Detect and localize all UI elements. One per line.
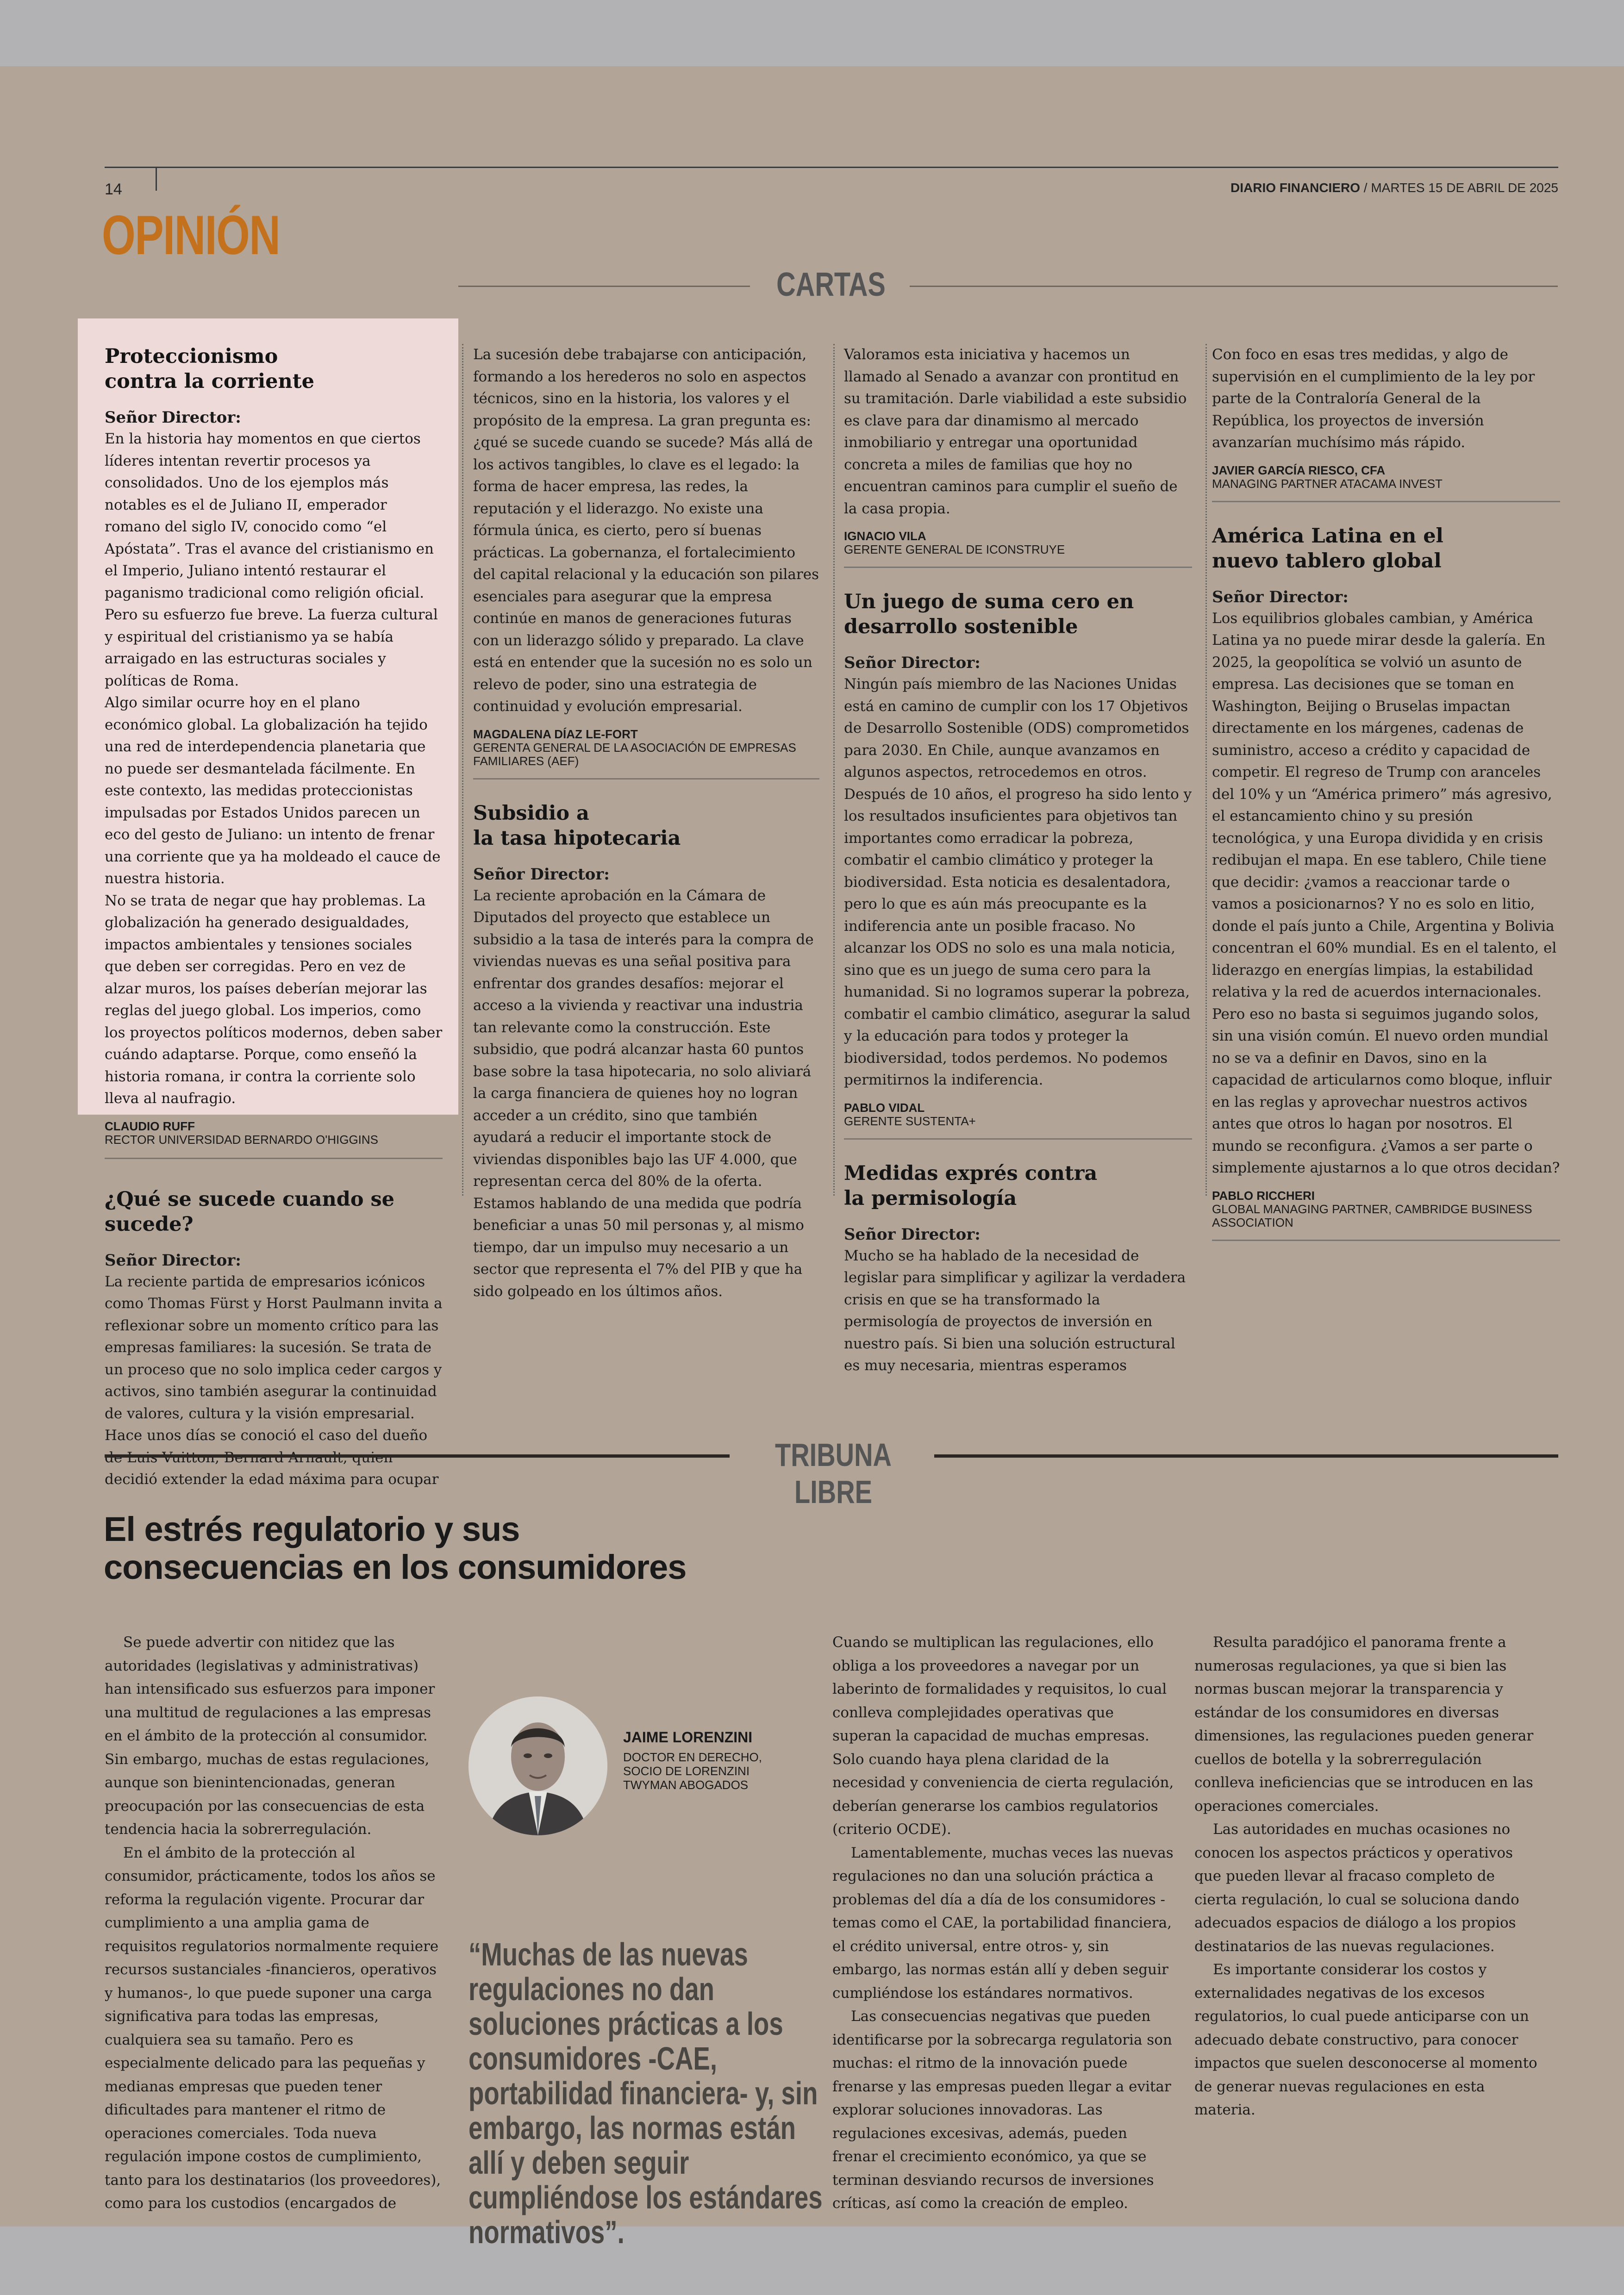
letter-salutation: Señor Director: [844,1225,981,1244]
letter-author-role: MANAGING PARTNER ATACAMA INVEST [1212,476,1443,491]
tribuna-column-4: Resulta paradójico el panorama frente a numerosas regulaciones, ya que si bien las normas buscan mejorar la transparencia y estándar de los consumidores en diversas dimensiones, las regulaciones pueden generar cuellos de botella y la sobrerregulación conlleva ineficiencias que se introducen en las operaciones comerciales. Las autoridades en muchas ocasiones no conocen los aspectos prácticos y operativos que pueden llevar al fracaso completo de cierta regulación, lo cual se soluciona dando adecuados espacios de diálogo a los propios destinatarios de las nuevas regulaciones. Es importante considerar los costos y externalidades negativas de los excesos regulatorios, lo cual puede anticiparse con un adecuado debate constructivo, para conocer impactos que suelen desconocerse al momento de generar nuevas regulaciones en esta materia. [1194,1634,1537,2118]
letter-author: CLAUDIO RUFF [105,1119,195,1133]
letter-body-continued: Con foco en esas tres medidas, y algo de supervisión en el cumplimiento de la ley por parte de la Contraloría General de la República, los proyectos de inversión avanzarían muchísimo más rápido. [1212,346,1535,451]
author-portrait-icon [468,1696,607,1835]
letter-column-3 [844,344,1192,1377]
letter-author-role: GERENTA GENERAL DE LA ASOCIACIÓN DE EMPRESAS FAMILIARES (AEF) [473,740,796,768]
letter-body: Mucho se ha hablado de la necesidad de legislar para simplificar y agilizar la verdadera crisis en que se ha transformado la permisología de proyectos de inversión en nuestro país. Si bien una solución estructural es muy necesaria, mientras esperamos [844,1247,1186,1374]
tribuna-headline: El estrés regulatorio y sus consecuencias en los consumidores [104,1510,687,1586]
letter-body: La reciente partida de empresarios icónicos como Thomas Fürst y Horst Paulmann invita a reflexionar sobre un momento crítico para las empresas familiares: la sucesión. Se trata de un proceso que no solo implica ceder cargos y activos, sino también asegurar la continuidad de valores, cultura y la visión empresarial. Hace unos días se conoció el caso del dueño decidió extender la edad máxima para ocupar [105,1273,443,1488]
letter-title: Medidas exprés contra la permisología [844,1161,1098,1210]
letter-body-continued: La sucesión debe trabajarse con anticipación, formando a los herederos no solo en aspectos técnicos, sino en la historia, los valores y el propósito de la empresa. La gran pregunta es: ¿qué se sucede cuando se sucede? Más allá de los activos tangibles, lo clave es el legado: la forma de hacer empresa, las redes, la reputación y el liderazgo. No existe una fórmula única, es cierto, pero sí buenas prácticas. La gobernanza, el fortalecimiento del capital relacional y la educación son pilares esenciales para asegurar que la empresa continúe en manos de generaciones futuras con un liderazgo sólido y preparado. La clave está en entender que la sucesión no es solo un relevo de poder, sino una estrategia de continuidad y evolución empresarial. [473,346,819,715]
letter-separator [844,567,1192,568]
tribuna-section: TRIBUNA LIBRE [775,1437,892,1510]
paper-date: / MARTES 15 DE ABRIL DE 2025 [1363,181,1558,195]
author-photo [468,1696,607,1835]
letter-author: MAGDALENA DÍAZ LE-FORT [473,727,638,741]
cartas-rule-left [458,286,750,287]
paper-dateline [1230,181,1558,195]
letter-title: Un juego de suma cero en desarrollo sostenible [844,590,1134,638]
letter-author: PABLO RICCHERI [1212,1188,1315,1203]
letter-salutation: Señor Director: [844,654,981,672]
letter-body: En la historia hay momentos en que ciertos líderes intentan revertir procesos ya consolidados. Uno de los ejemplos más notables es el de Juliano II, emperador romano del siglo IV, conocido como “el Apóstata”. Tras el avance del cristianismo en el Imperio, Juliano intentó restaurar el paganismo tradicional como religión oficial. Pero su esfuerzo fue breve. La fuerza cultural y espiritual del cristianismo ya se había arraigado en las estructuras sociales y políticas de Roma. Algo similar ocurre hoy en el plano económico global. La globalización ha tejido una red de interdependencia planetaria que no puede ser desmantelada fácilmente. En este contexto, las medidas proteccionistas impulsadas por Estados Unidos parecen un eco del gesto de Juliano: un intento de frenar una corriente que ya ha moldeado el cauce de nuestra historia. No se trata de negar que hay problemas. La globalización ha generado desigualdades, impactos ambientales y tensiones sociales que deben ser corregidas. Pero en vez de alzar muros, los países deberían mejorar las reglas del juego global. Los imperios, como los proyectos políticos modernos, deben saber cuándo adaptarse. Porque, como enseñó la historia romana, ir contra la corriente solo lleva al naufragio. [105,430,443,1107]
letter-salutation: Señor Director: [1212,587,1349,606]
pullquote: “Muchas de las nuevas regulaciones no dan soluciones prácticas a los consumidores -CAE, portabilidad financiera- y, sin embargo, las normas están allí y deben seguir cumpliéndose los estándares normativos”. [468,1936,823,2250]
letter-author-role: GERENTE SUSTENTA+ [844,1114,976,1128]
author-role: DOCTOR EN DERECHO, SOCIO DE LORENZINI TWYMAN ABOGADOS [623,1750,762,1792]
letter-separator [844,1138,1192,1140]
header-rule [105,167,1558,168]
letter-separator [473,778,819,780]
author-name: JAIME LORENZINI [623,1729,753,1746]
letter-author: IGNACIO VILA [844,529,926,543]
letter-title: Proteccionismo contra la corriente [105,345,314,393]
letter-author-role: RECTOR UNIVERSIDAD BERNARDO O'HIGGINS [105,1132,379,1147]
letter-title: América Latina en el nuevo tablero global [1212,524,1443,573]
tribuna-column-3: Cuando se multiplican las regulaciones, ello obliga a los proveedores a navegar por un laberinto de formalidades y requisitos, lo cual conlleva complejidades operativas que superan la capacidad de muchas empresas. Solo cuando haya plena claridad de la necesidad y conveniencia de cierta regulación, deberían generarse los cambios regulatorios (criterio OCDE). Lamentablemente, muchas veces las nuevas regulaciones no dan una solución práctica a problemas del día a día de los consumidores -temas como el CAE, la portabilidad financiera, el crédito universal, entre otros- y, sin embargo, las normas están allí y deben seguir cumpliéndose los estándares normativos. Las consecuencias negativas que pueden identificarse por la sobrecarga regulatoria son muchas: el ritmo de la innovación puede frenarse y las empresas pueden llegar a evitar explorar soluciones innovadoras. Las regulaciones excesivas, además, pueden frenar el crecimiento económico, ya que se terminan desviando recursos de inversiones críticas, así como la creación de empleo. [832,1634,1174,2212]
paper-name: DIARIO FINANCIERO [1230,181,1361,195]
letter-column-2 [473,344,819,1303]
letter-body-continued: Valoramos esta iniciativa y hacemos un llamado al Senado a avanzar con prontitud en su tramitación. Darle viabilidad a este subsidio es clave para dar dinamismo al mercado inmobiliario y entregar una oportunidad concreta a miles de familias que hoy no encuentran caminos para cumplir el sueño de la casa propia. [844,346,1187,517]
letter-author: PABLO VIDAL [844,1100,925,1115]
letter-body: Los equilibrios globales cambian, y América Latina ya no puede mirar desde la galería. En 2025, la geopolítica se volvió un asunto de empresa. Las decisiones que se toman en Washington, Beijing o Bruselas impactan directamente en los márgenes, cadenas de suministro, acceso a crédito y capacidad de competir. El regreso de Trump con aranceles del 10% y un “América primero” más agresivo, el estancamiento chino y su presión tecnológica, y una Europa dividida y en crisis redibujan el mapa. En ese tablero, Chile tiene que decidir: ¿vamos a reaccionar tarde o vamos a posicionarnos? Y no es solo en litio, donde el país junto a Chile, Argentina y Bolivia concentran el 60% mundial. Es en el talento, el liderazgo en energías limpias, la estabilidad relativa y la red de acuerdos internacionales. Pero eso no basta si seguimos jugando solos, sin una visión común. El nuevo orden mundial no se va a definir en Davos, sino en la capacidad de articularnos como bloque, influir en las reglas y aprovechar nuestros activos antes que otros lo hagan por nosotros. El mundo se reconfigura. ¿Vamos a ser parte o simplemente ajustarnos a lo que otros decidan? [1212,610,1560,1176]
letter-body: La reciente aprobación en la Cámara de Diputados del proyecto que establece un subsidio a la tasa de interés para la compra de viviendas nuevas es una señal positiva para enfrentar dos grandes desafíos: mejorar el acceso a la vivienda y reactivar una industria tan relevante como la construcción. Este subsidio, que podrá alcanzar hasta 60 puntos base sobre la tasa hipotecaria, no solo aliviará la carga financiera de quienes hoy no logran acceder a un crédito, sino que también ayudará a reducir el importante stock de viviendas disponibles bajo las UF 4.000, que representan cerca del 80% de la oferta. Estamos hablando de una medida que podría beneficiar a unas 50 mil personas y, al mismo tiempo, dar un impulso muy necesario a un sector que representa el 7% del PIB y que ha sido golpeado en los últimos años. [473,887,814,1300]
letter-salutation: Señor Director: [105,1251,241,1270]
tribuna-column-1: Se puede advertir con nitidez que las autoridades (legislativas y administrativas) han intensificado sus esfuerzos para imponer una multitud de regulaciones a las empresas en el ámbito de la protección al consumidor. Sin embargo, muchas de estas regulaciones, aunque son bienintencionadas, generan preocupación por las consecuencias de esta tendencia hacia la sobrerregulación. En el ámbito de la protección al consumidor, prácticamente, todos los años se reforma la regulación vigente. Procurar dar cumplimiento a una amplia gama de requisitos regulatorios normalmente requiere recursos sustanciales -financieros, operativos y humanos-, lo que puede suponer una carga significativa para todas las empresas, cualquiera sea su tamaño. Pero es especialmente delicado para las pequeñas y medianas empresas que pueden tener dificultades para mantener el ritmo de operaciones comerciales. Toda nueva regulación impone costos de cumplimiento, tanto para los destinatarios (los proveedores), como para los custodios (encargados de [105,1634,441,2212]
cartas-title: CARTAS [776,266,886,303]
cartas-rule-right [910,286,1558,287]
column-separator [1206,344,1207,1196]
column-separator [833,344,835,1196]
newspaper-page [0,66,1624,2250]
letter-author-role: GLOBAL MANAGING PARTNER, CAMBRIDGE BUSINESS ASSOCIATION [1212,1202,1532,1229]
letter-separator [1212,1240,1560,1241]
letter-author-role: GERENTE GENERAL DE ICONSTRUYE [844,543,1065,556]
letter-column-4 [1212,344,1560,1262]
letter-salutation: Señor Director: [105,408,241,427]
letter-separator [1212,501,1560,502]
letter-body: Ningún país miembro de las Naciones Unidas está en camino de cumplir con los 17 Objetivos de Desarrollo Sostenible (ODS) comprometidos para 2030. En Chile, aunque avanzamos en algunos aspectos, retrocedemos en otros. Después de 10 años, el progreso ha sido lento y los resultados insuficientes para objetivos tan importantes como erradicar la pobreza, combatir el cambio climático y proteger la biodiversidad. Esta noticia es desalentadora, pero lo que es aún más preocupante es la indiferencia ante un posible fracaso. No alcanzar los ODS no solo es una mala noticia, sino que es un juego de suma cero para la humanidad. Si no logramos superar la pobreza, combatir el cambio climático, asegurar la salud y la educación para todos y proteger la biodiversidad, todos perdemos. No podemos permitirnos la indiferencia. [844,676,1192,1088]
letter-title: Subsidio a la tasa hipotecaria [473,801,681,850]
letter-separator [105,1158,443,1159]
tribuna-rule-right [934,1454,1558,1458]
column-separator [462,344,463,1196]
letter-title: ¿Qué se sucede cuando se sucede? [105,1187,395,1236]
page-number: 14 [105,181,122,198]
letter-column-1 [105,344,443,1489]
tribuna-rule-left [105,1454,730,1458]
letter-salutation: Señor Director: [473,865,610,884]
section-title: OPINIÓN [102,204,280,266]
header-tick [156,167,157,191]
letter-author: JAVIER GARCÍA RIESCO, CFA [1212,463,1386,477]
